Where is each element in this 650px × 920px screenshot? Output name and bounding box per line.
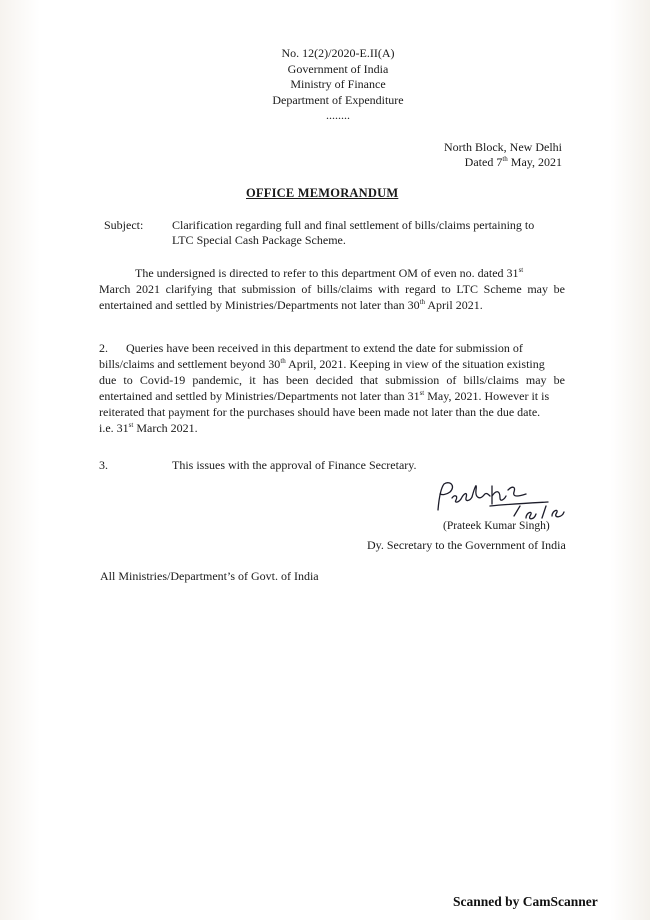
ministry-name: Ministry of Finance [290,77,386,91]
date-prefix: Dated 7 [464,155,503,169]
subject-line-2: LTC Special Cash Package Scheme. [172,233,346,247]
memo-title: OFFICE MEMORANDUM [246,186,399,200]
date-suffix: May, 2021 [507,155,562,169]
para2-line-2-sup: th [280,357,286,365]
para1-line-3-end: April 2021. [425,298,483,312]
paragraph-1 [99,265,565,313]
para1-line-2: March 2021 clarifying that submission of bills/claims with regard to LTC Scheme may be [99,282,565,296]
letterhead [258,46,418,124]
para2-line-6-sup: st [128,421,134,429]
date-superscript: th [502,155,508,163]
place-and-date [444,140,562,170]
para2-line-3: due to Covid-19 pandemic, it has been decided that submission of bills/claims may be [99,373,565,387]
subject-text [172,218,564,248]
subject-line-1: Clarification regarding full and final settlement of bills/claims pertaining to [172,218,535,232]
para2-line-6 [99,420,565,436]
signatory-name: (Prateek Kumar Singh) [443,520,550,532]
para2-line-4 [99,388,565,404]
signature-image [430,476,570,524]
para1-line-3 [99,297,565,313]
para1-line-3-sup: th [419,298,426,306]
para1-line-1-sup: st [518,266,524,274]
para2-line-6-text: i.e. 31 [99,421,129,435]
para2-line-4-sup: st [419,389,425,397]
subject-label: Subject: [104,218,144,232]
para3-text: This issues with the approval of Finance Secretary. [172,458,417,472]
para2-line-6-end: March 2021. [133,421,198,435]
para1-line-3-text: entertained and settled by Ministries/Departments not later than 30 [99,298,420,312]
para2-line-4-text: entertained and settled by Ministries/Departments not later than 31 [99,389,420,403]
para2-line-4-end: May, 2021. However it is [424,389,550,403]
para2-line-2-end: April, 2021. Keeping in view of the situation existing [285,357,545,371]
date-line [444,155,562,170]
para2-line-1: 2. Queries have been received in this department to extend the date for submission of [99,341,523,355]
location: North Block, New Delhi [444,140,562,154]
para1-line-1-text: The undersigned is directed to refer to this department OM of even no. dated 31 [135,266,519,280]
para2-line-2 [99,356,565,372]
header-separator: ........ [326,108,350,122]
para2-line-5: reiterated that payment for the purchases should have been made not later than the due date. [99,405,541,419]
paragraph-2 [99,340,565,436]
para1-line-1 [99,265,565,281]
department-name: Department of Expenditure [272,92,404,107]
scanner-watermark: Scanned by CamScanner [453,894,598,909]
signatory-designation: Dy. Secretary to the Government of India [367,538,566,552]
recipients: All Ministries/Department’s of Govt. of India [100,569,319,583]
para3-number: 3. [99,458,108,472]
para2-line-2-text: bills/claims and settlement beyond 30 [99,357,281,371]
government-name: Government of India [287,61,389,76]
file-number: No. 12(2)/2020-E.II(A) [281,46,395,60]
